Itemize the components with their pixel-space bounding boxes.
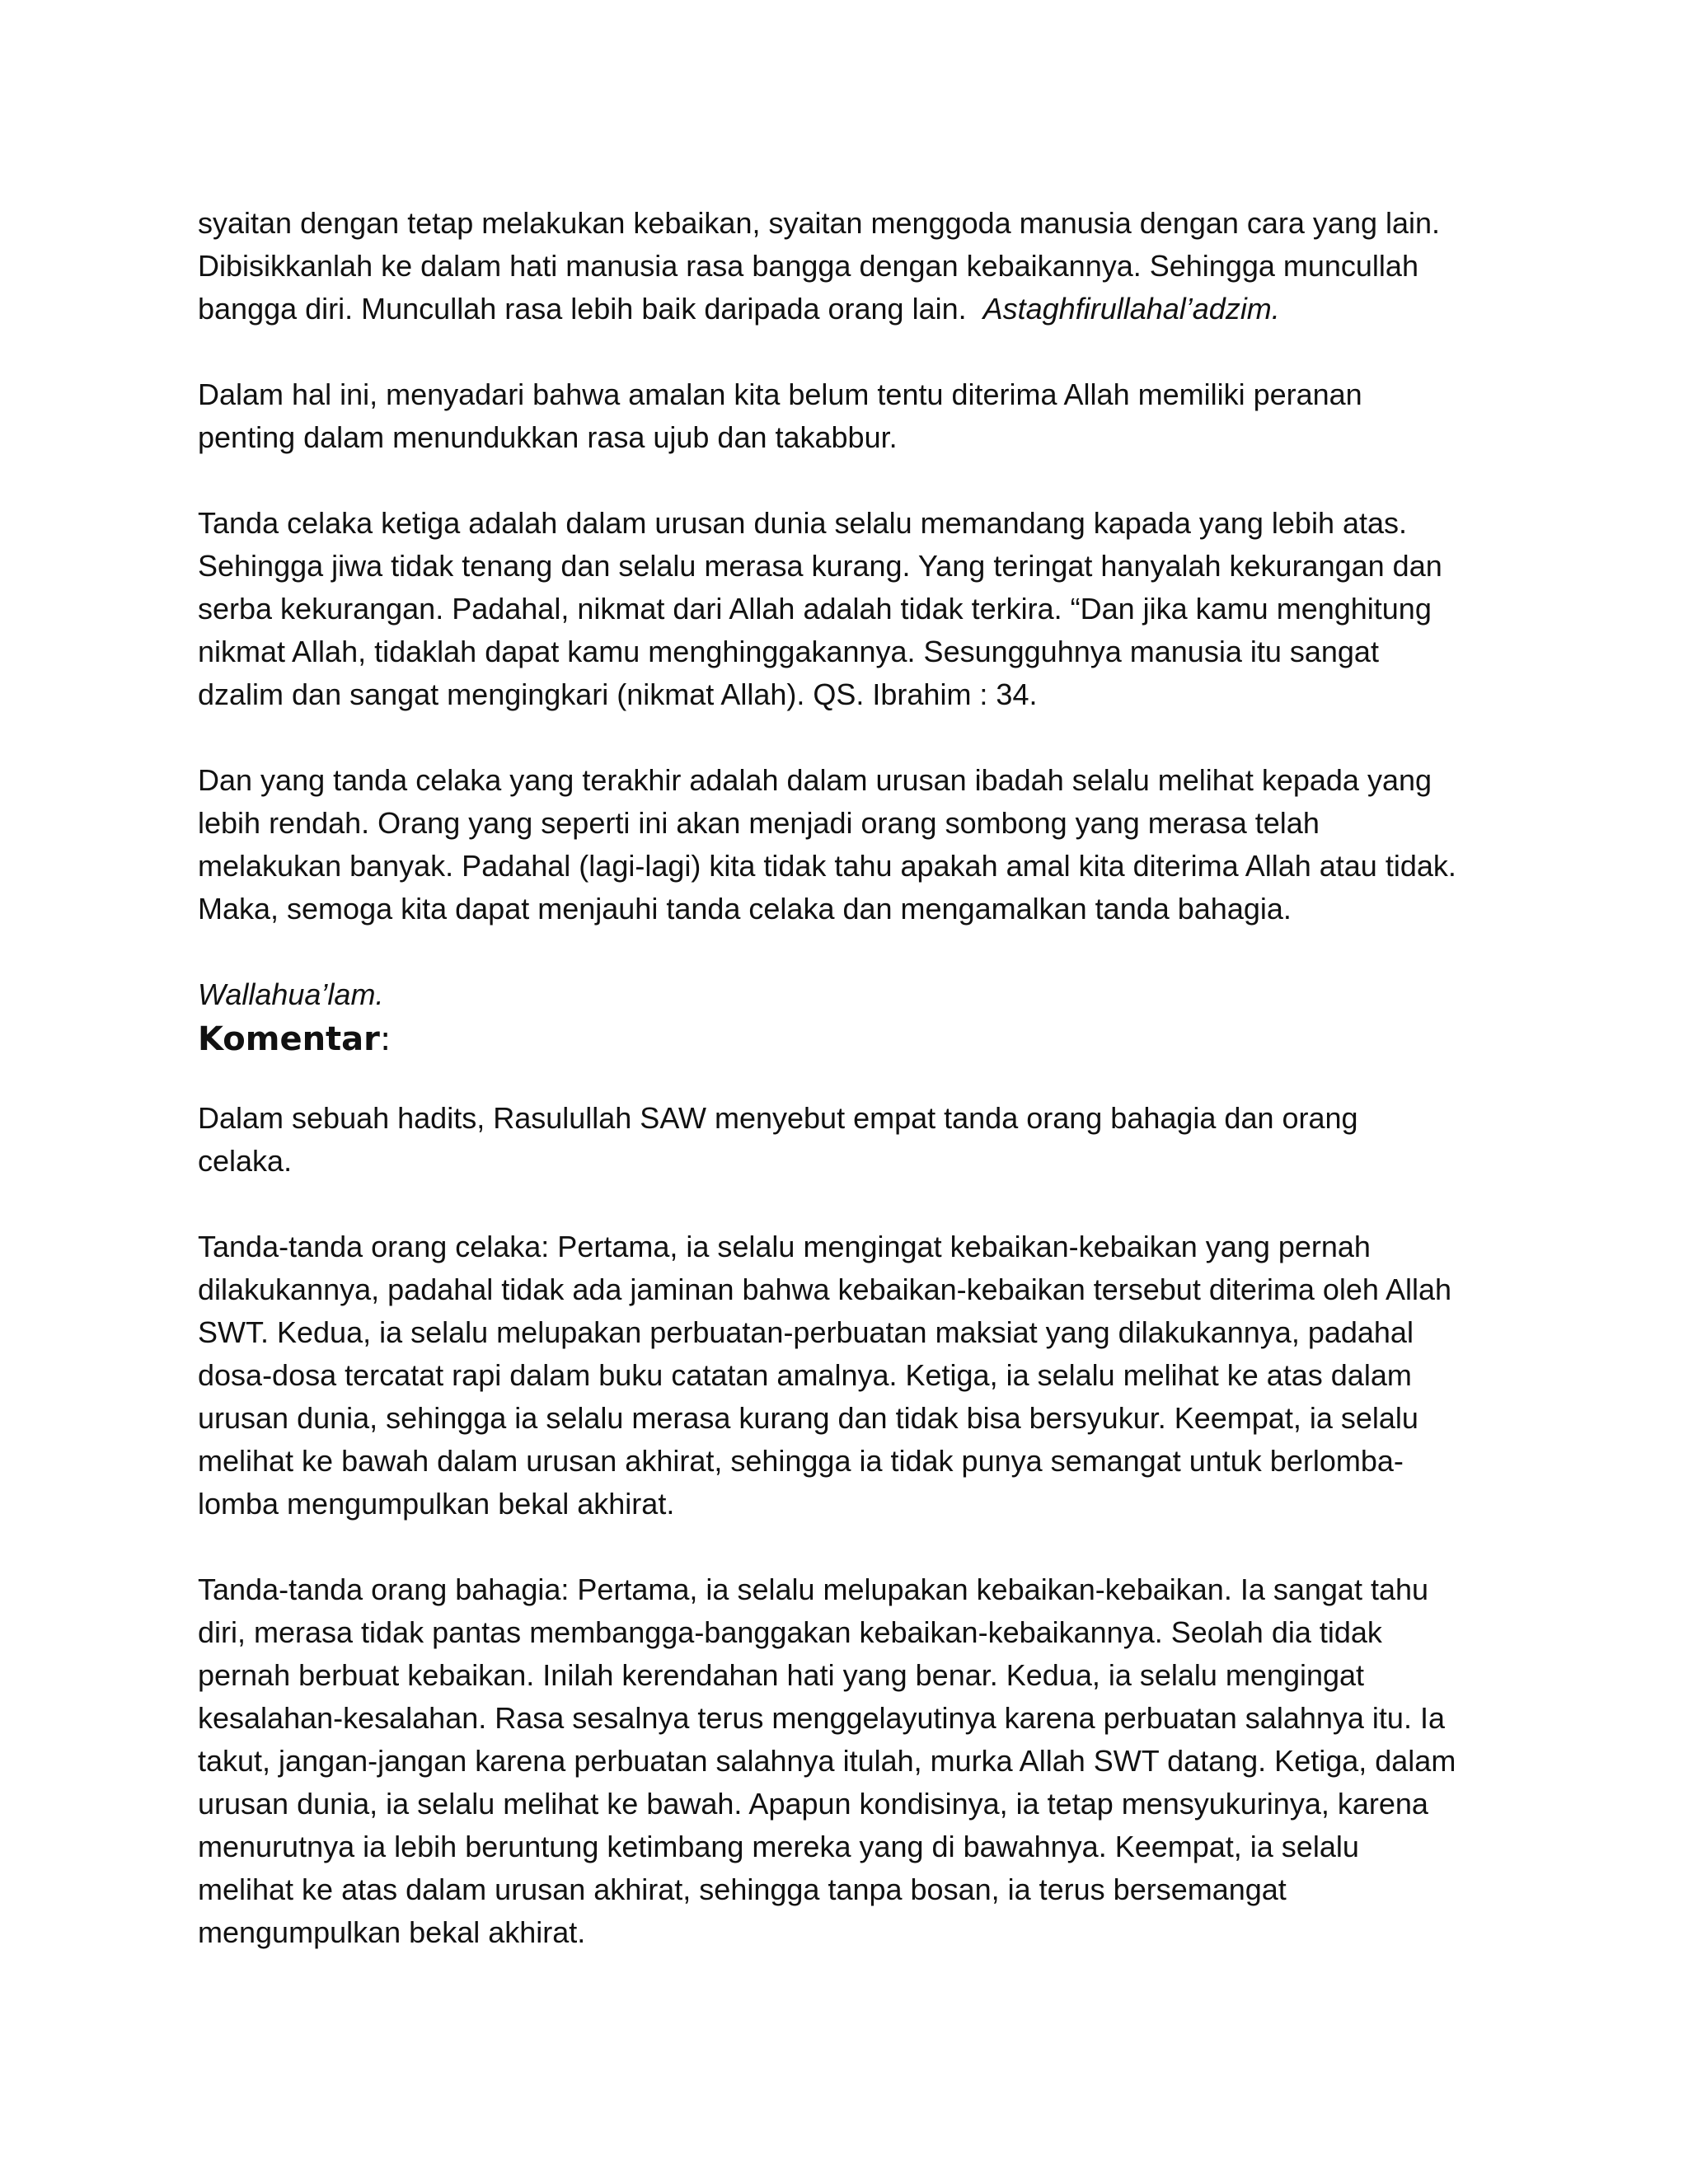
paragraph-takabbur xyxy=(198,373,1508,459)
text-line: syaitan dengan tetap melakukan kebaikan, syaitan menggoda manusia dengan cara yang lain. xyxy=(198,206,1441,240)
heading-colon: : xyxy=(379,1020,392,1058)
paragraph-signs-celaka xyxy=(198,1226,1508,1526)
text-line: dosa-dosa tercatat rapi dalam buku catatan amalnya. Ketiga, ia selalu melihat ke atas dalam xyxy=(198,1358,1412,1392)
text-line: melihat ke bawah dalam urusan akhirat, sehingga ia tidak punya semangat untuk berlomba- xyxy=(198,1444,1404,1478)
text-line: mengumpulkan bekal akhirat. xyxy=(198,1915,586,1949)
text-segment: bangga diri. Muncullah rasa lebih baik daripada orang lain. xyxy=(198,292,967,326)
text-line: Maka, semoga kita dapat menjauhi tanda celaka dan mengamalkan tanda bahagia. xyxy=(198,892,1292,926)
text-line: penting dalam menundukkan rasa ujub dan takabbur. xyxy=(198,420,898,454)
text-line: pernah berbuat kebaikan. Inilah kerendahan hati yang benar. Kedua, ia selalu mengingat xyxy=(198,1658,1365,1692)
closing-text: Wallahua’lam. xyxy=(198,977,384,1011)
text-line: Dibisikkanlah ke dalam hati manusia rasa bangga dengan kebaikannya. Sehingga muncullah xyxy=(198,249,1418,283)
text-line: Sehingga jiwa tidak tenang dan selalu merasa kurang. Yang teringat hanyalah kekurangan dan xyxy=(198,549,1442,583)
text-line: menurutnya ia lebih beruntung ketimbang mereka yang di bawahnya. Keempat, ia selalu xyxy=(198,1830,1359,1863)
text-line: melakukan banyak. Padahal (lagi-lagi) kita tidak tahu apakah amal kita diterima Allah atau tidak. xyxy=(198,849,1456,883)
text-line: serba kekurangan. Padahal, nikmat dari Allah adalah tidak terkira. “Dan jika kamu menghitung xyxy=(198,592,1432,626)
text-line: diri, merasa tidak pantas membangga-banggakan kebaikan-kebaikannya. Seolah dia tidak xyxy=(198,1615,1382,1649)
text-line: lomba mengumpulkan bekal akhirat. xyxy=(198,1487,675,1521)
text-line: Tanda-tanda orang bahagia: Pertama, ia selalu melupakan kebaikan-kebaikan. Ia sangat tahu xyxy=(198,1572,1429,1606)
text-line: Dan yang tanda celaka yang terakhir adalah dalam urusan ibadah selalu melihat kepada yang xyxy=(198,763,1432,797)
text-line: kesalahan-kesalahan. Rasa sesalnya terus menggelayutinya karena perbuatan salahnya itu. Ia xyxy=(198,1701,1445,1735)
document-page xyxy=(198,202,1508,1954)
text-line: takut, jangan-jangan karena perbuatan salahnya itulah, murka Allah SWT datang. Ketiga, dalam xyxy=(198,1744,1456,1778)
text-line: Tanda celaka ketiga adalah dalam urusan dunia selalu memandang kapada yang lebih atas. xyxy=(198,506,1408,540)
text-line: melihat ke atas dalam urusan akhirat, sehingga tanpa bosan, ia terus bersemangat xyxy=(198,1872,1287,1906)
italic-phrase: Astaghfirullahal’adzim. xyxy=(982,292,1280,326)
text-line: dzalim dan sangat mengingkari (nikmat Allah). QS. Ibrahim : 34. xyxy=(198,677,1038,711)
text-line: Dalam hal ini, menyadari bahwa amalan kita belum tentu diterima Allah memiliki peranan xyxy=(198,377,1362,411)
text-line: dilakukannya, padahal tidak ada jaminan bahwa kebaikan-kebaikan tersebut diterima oleh Allah xyxy=(198,1272,1451,1306)
heading-text: Komentar xyxy=(198,1020,380,1058)
text-line: SWT. Kedua, ia selalu melupakan perbuatan-perbuatan maksiat yang dilakukannya, padahal xyxy=(198,1315,1414,1349)
text-line xyxy=(198,288,1508,330)
text-line: celaka. xyxy=(198,1144,293,1178)
text-line: urusan dunia, ia selalu melihat ke bawah. Apapun kondisinya, ia tetap mensyukurinya, karena xyxy=(198,1787,1428,1821)
closing-line xyxy=(198,973,1508,1016)
paragraph-third-sign xyxy=(198,502,1508,716)
komentar-heading xyxy=(198,1016,1508,1062)
text-line: Tanda-tanda orang celaka: Pertama, ia selalu mengingat kebaikan-kebaikan yang pernah xyxy=(198,1230,1371,1263)
text-line: lebih rendah. Orang yang seperti ini akan menjadi orang sombong yang merasa telah xyxy=(198,806,1320,840)
paragraph-komentar-intro xyxy=(198,1097,1508,1183)
paragraph-ujub xyxy=(198,202,1508,330)
paragraph-signs-bahagia xyxy=(198,1568,1508,1954)
paragraph-last-sign xyxy=(198,759,1508,930)
text-line: nikmat Allah, tidaklah dapat kamu menghinggakannya. Sesungguhnya manusia itu sangat xyxy=(198,635,1379,668)
text-line: Dalam sebuah hadits, Rasulullah SAW menyebut empat tanda orang bahagia dan orang xyxy=(198,1101,1358,1135)
text-line: urusan dunia, sehingga ia selalu merasa kurang dan tidak bisa bersyukur. Keempat, ia selalu xyxy=(198,1401,1418,1435)
